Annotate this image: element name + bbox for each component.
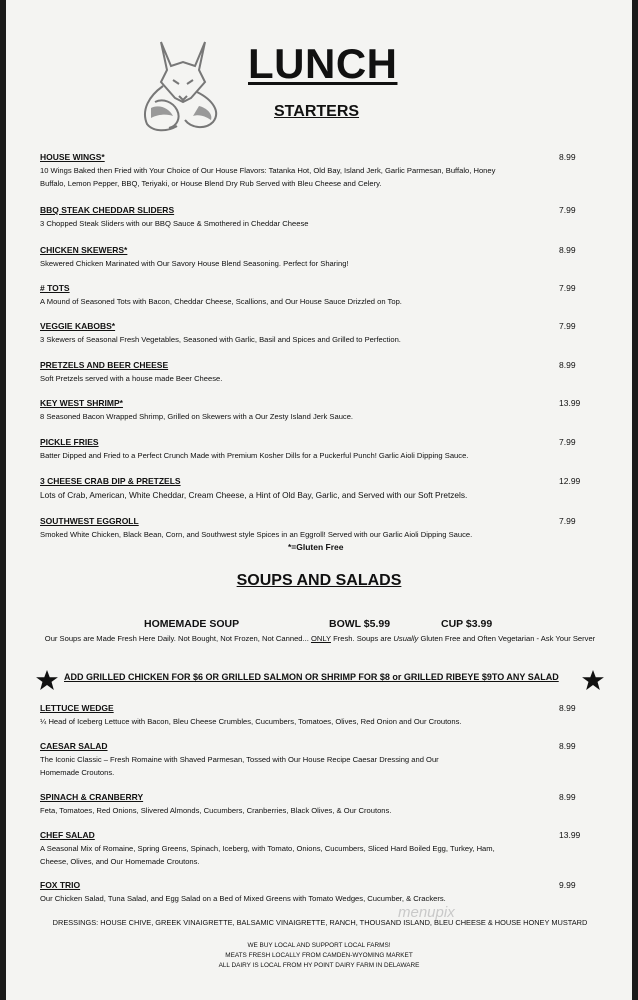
item-name: CHEF SALAD (40, 830, 95, 840)
item-description: A Seasonal Mix of Romaine, Spring Greens, Spinach, Iceberg, with Tomato, Onions, Cucumbers, Sliced Hard Boiled Egg, Turkey, Ham, Cheese, Olives, and Our Homemade Croutons. (40, 844, 495, 866)
menu-item (40, 476, 560, 502)
menu-item (40, 398, 560, 424)
menu-item (40, 321, 560, 347)
dressings-list: DRESSINGS: HOUSE CHIVE, GREEK VINAIGRETTE, BALSAMIC VINAIGRETTE, RANCH, THOUSAND ISLAND, BLEU CHEESE & HOUSE HONEY MUSTARD (52, 918, 588, 927)
item-name: CHICKEN SKEWERS* (40, 245, 128, 255)
soup-note-usually: Usually (393, 634, 419, 643)
item-name: PRETZELS AND BEER CHEESE (40, 360, 169, 370)
item-description: 3 Chopped Steak Sliders with our BBQ Sauce & Smothered in Cheddar Cheese (40, 219, 309, 228)
item-description: Batter Dipped and Fried to a Perfect Crunch Made with Premium Kosher Dills for a Puckerful Punch! Garlic Aioli Dipping Sauce. (40, 451, 469, 460)
star-icon (582, 670, 604, 690)
menu-item (40, 741, 560, 779)
soup-cup-price: CUP $3.99 (441, 618, 493, 630)
section-title-soups-salads: SOUPS AND SALADS (236, 572, 402, 589)
section-title-starters: STARTERS (274, 103, 360, 120)
item-price: 8.99 (559, 245, 576, 255)
footer-line: MEATS FRESH LOCALLY FROM CAMDEN-WYOMING MARKET (225, 952, 413, 959)
item-description: 10 Wings Baked then Fried with Your Choice of Our House Flavors: Tatanka Hot, Old Bay, Island Jerk, Garlic Parmesan, Buffalo, Honey Buffalo, Lemon Pepper, BBQ, Teriyaki, or House Blend Dry Rub Served with Bleu Cheese and Celery. (40, 166, 496, 188)
item-description: Our Chicken Salad, Tuna Salad, and Egg Salad on a Bed of Mixed Greens with Tomato Wedges, Cucumber, & Crackers. (40, 894, 446, 903)
item-price: 9.99 (559, 880, 576, 890)
addon-text: ADD GRILLED CHICKEN FOR $6 OR GRILLED SALMON OR SHRIMP FOR $8 or GRILLED RIBEYE $9TO ANY SALAD (64, 672, 559, 682)
soup-note (40, 632, 600, 645)
item-price: 8.99 (559, 360, 576, 370)
menu-item (40, 703, 560, 729)
item-price: 12.99 (559, 476, 581, 486)
footer-line: ALL DAIRY IS LOCAL FROM HY POINT DAIRY FARM IN DELAWARE (218, 962, 420, 969)
menu-item (40, 792, 560, 818)
page-title: LUNCH (248, 40, 398, 87)
menu-item (40, 437, 560, 463)
soup-note-text: Our Soups are Made Fresh Here Daily. Not Bought, Not Frozen, Not Canned... (44, 634, 311, 643)
footer-note (0, 941, 638, 971)
item-name: LETTUCE WEDGE (40, 703, 114, 713)
item-description: Smoked White Chicken, Black Bean, Corn, and Southwest style Spices in an Eggroll! Served with our Garlic Aioli Dipping Sauce. (40, 530, 473, 539)
soup-note-only: ONLY (310, 634, 331, 643)
soup-label: HOMEMADE SOUP (144, 618, 240, 630)
item-description: 8 Seasoned Bacon Wrapped Shrimp, Grilled on Skewers with a Our Zesty Island Jerk Sauce. (40, 412, 354, 421)
item-name: SOUTHWEST EGGROLL (40, 516, 139, 526)
item-name: BBQ STEAK CHEDDAR SLIDERS (40, 205, 175, 215)
menu-item (40, 205, 560, 231)
watermark: menupix (398, 904, 455, 921)
right-border (632, 0, 638, 1000)
item-description: A Mound of Seasoned Tots with Bacon, Cheddar Cheese, Scallions, and Our House Sauce Drizzled on Top. (40, 297, 402, 306)
item-description: Soft Pretzels served with a house made Beer Cheese. (40, 374, 223, 383)
menu-item (40, 245, 560, 271)
item-price: 7.99 (559, 283, 576, 293)
star-icon (36, 670, 58, 690)
item-description: Feta, Tomatoes, Red Onions, Slivered Almonds, Cucumbers, Cranberries, Black Olives, & Our Croutons. (40, 806, 392, 815)
item-description: Lots of Crab, American, White Cheddar, Cream Cheese, a Hint of Old Bay, Garlic, and Served with our Soft Pretzels. (40, 490, 468, 500)
item-price: 13.99 (559, 398, 581, 408)
left-border (0, 0, 6, 1000)
item-price: 8.99 (559, 741, 576, 751)
item-price: 8.99 (559, 792, 576, 802)
item-name: CAESAR SALAD (40, 741, 108, 751)
menu-item (40, 360, 560, 386)
gluten-free-note: *=Gluten Free (288, 542, 344, 552)
item-name: 3 CHEESE CRAB DIP & PRETZELS (40, 476, 181, 486)
item-price: 8.99 (559, 152, 576, 162)
soup-bowl-price: BOWL $5.99 (329, 618, 391, 630)
salad-addon-banner (36, 670, 606, 690)
menu-item (40, 830, 560, 868)
item-price: 7.99 (559, 321, 576, 331)
item-name: SPINACH & CRANBERRY (40, 792, 144, 802)
item-price: 7.99 (559, 516, 576, 526)
soup-note-text: Gluten Free and Often Vegetarian - Ask Your Server (418, 634, 596, 643)
menu-item (40, 516, 560, 542)
item-description: 3 Skewers of Seasonal Fresh Vegetables, Seasoned with Garlic, Basil and Spices and Grilled to Perfection. (40, 335, 401, 344)
footer-line: WE BUY LOCAL AND SUPPORT LOCAL FARMS! (247, 942, 391, 949)
item-price: 7.99 (559, 437, 576, 447)
menu-item (40, 152, 560, 190)
item-name: PICKLE FRIES (40, 437, 99, 447)
item-price: 13.99 (559, 830, 581, 840)
item-description: The Iconic Classic – Fresh Romaine with Shaved Parmesan, Tossed with Our House Recipe Caesar Dressing and Our Homemade Croutons. (40, 755, 439, 777)
menu-item (40, 880, 560, 906)
item-name: # TOTS (40, 283, 70, 293)
fox-head-icon (133, 36, 233, 136)
menu-item (40, 283, 560, 309)
item-name: FOX TRIO (40, 880, 81, 890)
item-description: ¼ Head of Iceberg Lettuce with Bacon, Bleu Cheese Crumbles, Cucumbers, Tomatoes, Olives, Red Onion and Our Croutons. (40, 717, 462, 726)
item-name: VEGGIE KABOBS* (40, 321, 116, 331)
item-description: Skewered Chicken Marinated with Our Savory House Blend Seasoning. Perfect for Sharing! (40, 259, 349, 268)
item-price: 7.99 (559, 205, 576, 215)
item-name: HOUSE WINGS* (40, 152, 105, 162)
item-name: KEY WEST SHRIMP* (40, 398, 123, 408)
item-price: 8.99 (559, 703, 576, 713)
soup-note-text: Fresh. Soups are (330, 634, 394, 643)
